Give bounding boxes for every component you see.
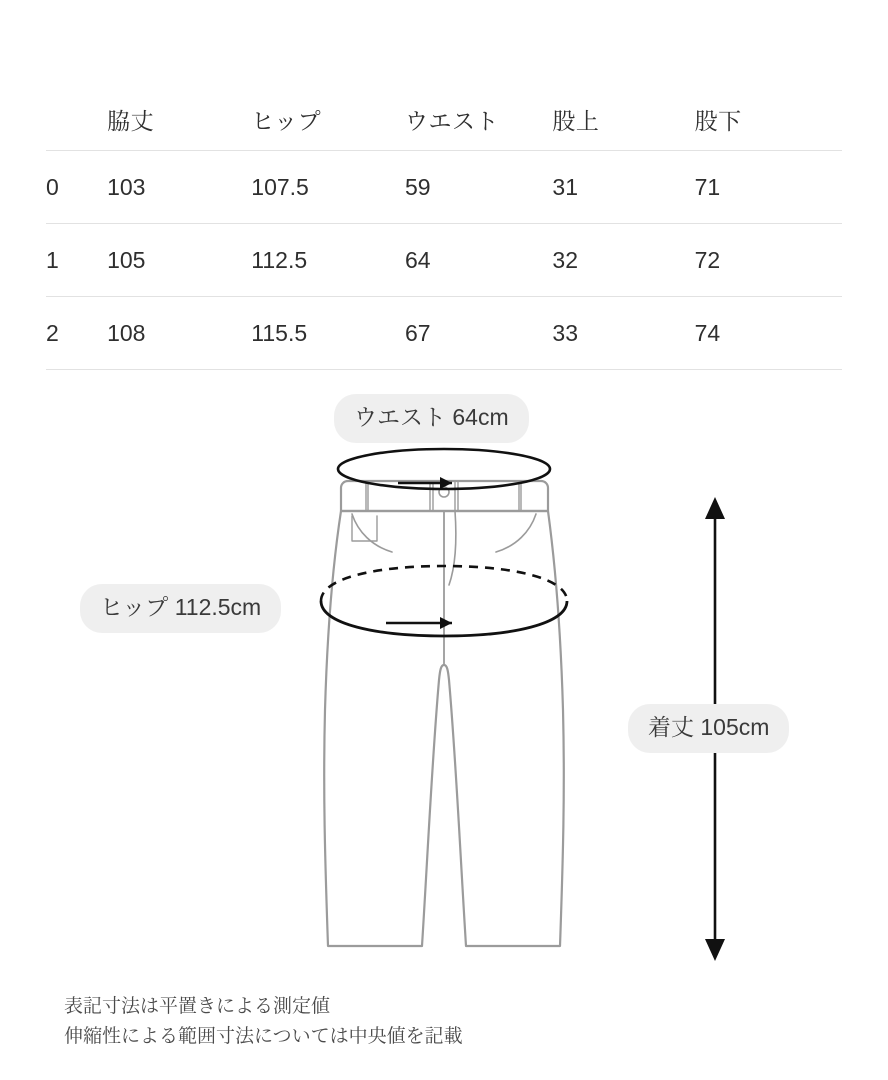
measurement-diagram [0,380,888,970]
cell-size-index: 2 [46,297,107,370]
footnote-line-2: 伸縮性による範囲寸法については中央値を記載 [64,1026,463,1047]
cell-side-length: 105 [107,224,251,297]
cell-rise: 33 [552,297,694,370]
cell-waist: 64 [405,224,552,297]
waist-measure-line [338,449,550,489]
column-header-waist: ウエスト [405,107,500,134]
table-header-row [46,88,842,151]
column-header-hip: ヒップ [251,107,322,134]
cell-rise: 32 [552,224,694,297]
cell-inseam: 72 [695,224,842,297]
table-row [46,224,842,297]
callout-length: 着丈 105cm [628,704,789,753]
cell-hip: 107.5 [251,151,405,224]
cell-rise: 31 [552,151,694,224]
cell-inseam: 74 [695,297,842,370]
cell-waist: 67 [405,297,552,370]
pants-illustration [0,380,888,970]
footnote-line-1: 表記寸法は平置きによる測定値 [64,996,331,1017]
cell-hip: 115.5 [251,297,405,370]
cell-size-index: 0 [46,151,107,224]
table-header [46,88,842,151]
column-header-rise: 股上 [552,107,600,134]
size-table [46,88,842,370]
callout-hip: ヒップ 112.5cm [80,584,281,633]
cell-hip: 112.5 [251,224,405,297]
pants-outline [324,481,564,946]
footnotes [64,992,463,1052]
column-header-inseam: 股下 [694,107,742,134]
column-header-side-length: 脇丈 [107,107,155,134]
cell-inseam: 71 [695,151,842,224]
cell-side-length: 108 [107,297,251,370]
cell-size-index: 1 [46,224,107,297]
column-header-index [46,88,107,151]
cell-waist: 59 [405,151,552,224]
table-row [46,297,842,370]
callout-waist: ウエスト 64cm [334,394,529,443]
cell-side-length: 103 [107,151,251,224]
table-row [46,151,842,224]
table-body [46,151,842,370]
